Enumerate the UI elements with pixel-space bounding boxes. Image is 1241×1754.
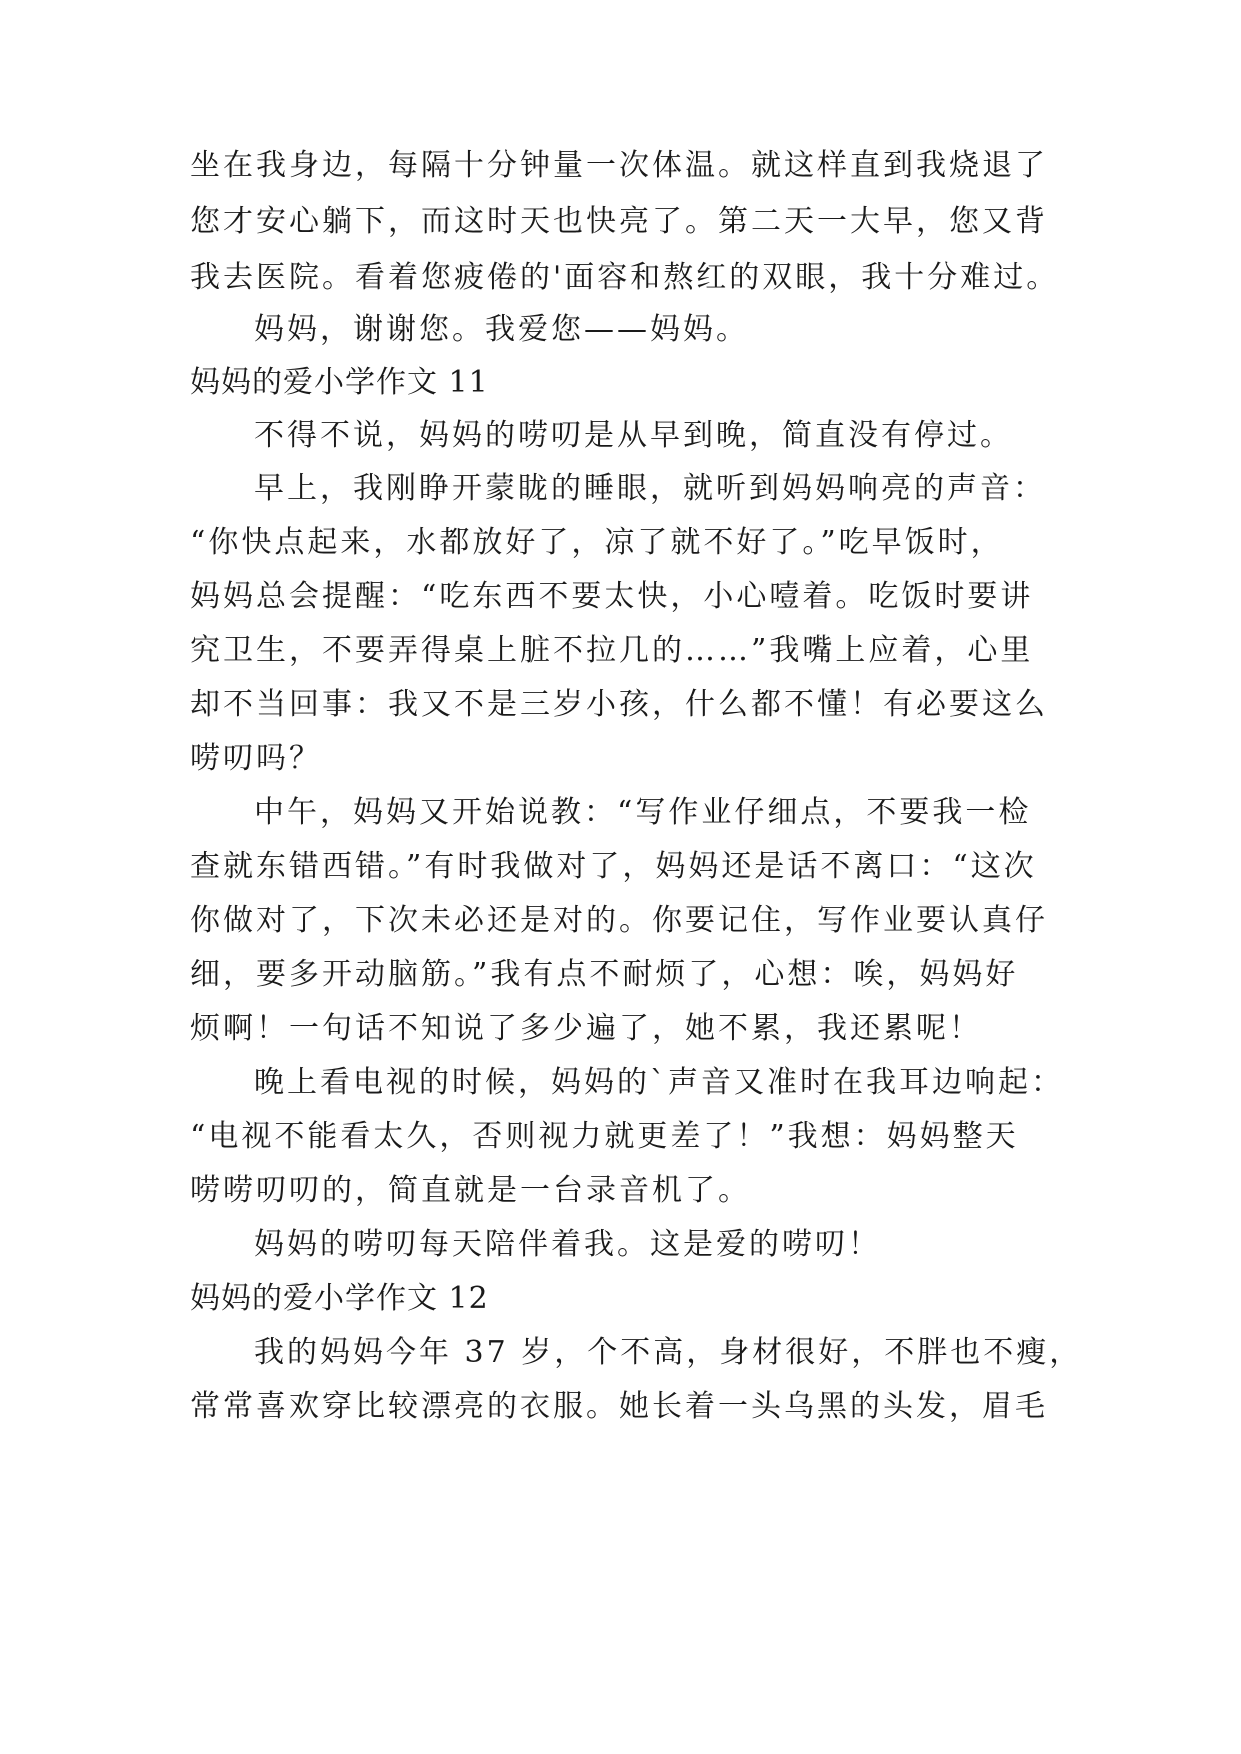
text-line: “你快点起来，水都放好了，凉了就不好了。”吃早饭时， bbox=[190, 525, 1004, 560]
text-line: 你做对了，下次未必还是对的。你要记住，写作业要认真仔 bbox=[190, 903, 1048, 938]
paragraph-line: 妈妈，谢谢您。我爱您——妈妈。 bbox=[254, 312, 749, 347]
section-heading: 妈妈的爱小学作文 11 bbox=[190, 365, 489, 400]
paragraph-line: 妈妈的唠叨每天陪伴着我。这是爱的唠叨！ bbox=[254, 1227, 881, 1262]
text-line: 妈妈总会提醒：“吃东西不要太快，小心噎着。吃饭时要讲 bbox=[190, 579, 1034, 614]
text-line: 究卫生，不要弄得桌上脏不拉几的……”我嘴上应着，心里 bbox=[190, 633, 1034, 668]
text-line: “电视不能看太久，否则视力就更差了！”我想：妈妈整天 bbox=[190, 1119, 1019, 1154]
text-line: 烦啊！一句话不知说了多少遍了，她不累，我还累呢！ bbox=[190, 1011, 982, 1046]
paragraph-line: 中午，妈妈又开始说教：“写作业仔细点，不要我一检 bbox=[254, 795, 1032, 830]
section-heading: 妈妈的爱小学作文 12 bbox=[190, 1281, 489, 1316]
text-line: 细，要多开动脑筋。”我有点不耐烦了，心想：唉，妈妈好 bbox=[190, 957, 1019, 992]
paragraph-line: 晚上看电视的时候，妈妈的`声音又准时在我耳边响起： bbox=[254, 1065, 1064, 1100]
text-line: 我去医院。看着您疲倦的'面容和熬红的双眼，我十分难过。 bbox=[190, 260, 1060, 295]
text-line: 唠唠叨叨的，简直就是一台录音机了。 bbox=[190, 1173, 751, 1208]
text-line: 您才安心躺下，而这时天也快亮了。第二天一大早，您又背 bbox=[190, 204, 1048, 239]
text-line: 唠叨吗？ bbox=[190, 741, 322, 776]
text-line: 查就东错西错。”有时我做对了，妈妈还是话不离口：“这次 bbox=[190, 849, 1037, 884]
text-line: 坐在我身边，每隔十分钟量一次体温。就这样直到我烧退了 bbox=[190, 148, 1048, 183]
paragraph-line: 不得不说，妈妈的唠叨是从早到晚，简直没有停过。 bbox=[254, 418, 1013, 453]
text-line: 常常喜欢穿比较漂亮的衣服。她长着一头乌黑的头发，眉毛 bbox=[190, 1389, 1048, 1424]
paragraph-line: 早上，我刚睁开蒙眬的睡眼，就听到妈妈响亮的声音： bbox=[254, 471, 1046, 506]
paragraph-line: 我的妈妈今年 37 岁，个不高，身材很好，不胖也不瘦， bbox=[254, 1335, 1083, 1370]
text-line: 却不当回事：我又不是三岁小孩，什么都不懂！有必要这么 bbox=[190, 687, 1048, 722]
